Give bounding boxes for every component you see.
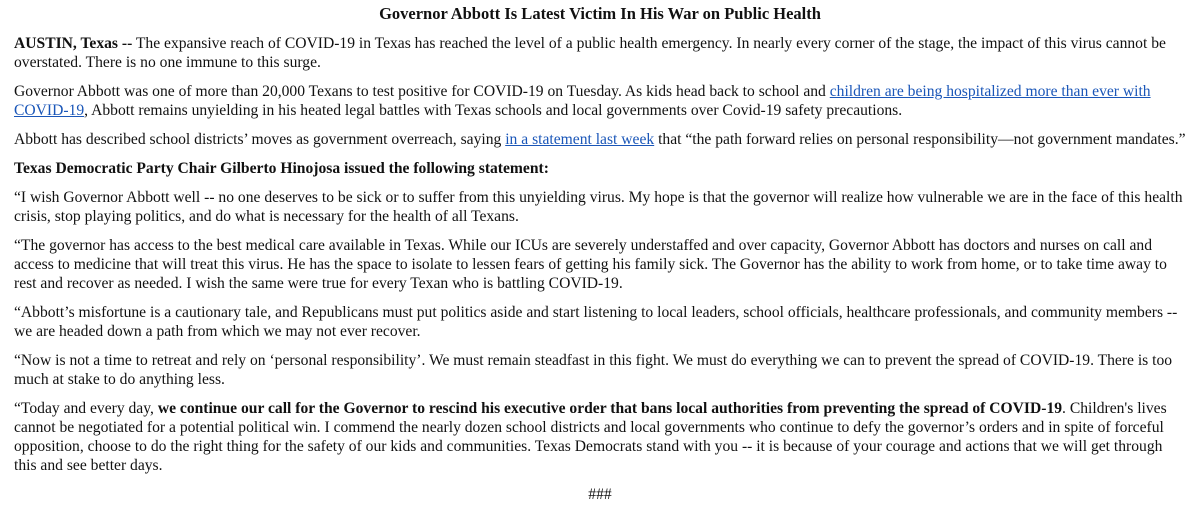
quote-paragraph-5 bbox=[14, 399, 1186, 475]
overreach-text-before: Abbott has described school districts’ moves as government overreach, saying bbox=[14, 131, 506, 148]
positive-test-text-before: Governor Abbott was one of more than 20,000 Texans to test positive for COVID-19 on Tuesday. As kids head back to school and bbox=[14, 83, 830, 100]
intro-paragraph bbox=[14, 34, 1186, 72]
intro-text: The expansive reach of COVID-19 in Texas has reached the level of a public health emergency. In nearly every corner of the stage, the impact of this virus cannot be overstated. There is no one immune to this surge. bbox=[14, 35, 1166, 71]
positive-test-text-after: , Abbott remains unyielding in his heated legal battles with Texas schools and local governments over Covid-19 safety precautions. bbox=[84, 102, 903, 119]
positive-test-paragraph bbox=[14, 82, 1186, 120]
overreach-text-after: that “the path forward relies on personal responsibility—not government mandates.” bbox=[654, 131, 1186, 148]
statement-heading: Texas Democratic Party Chair Gilberto Hinojosa issued the following statement: bbox=[14, 160, 549, 177]
quote-paragraph-3: “Abbott’s misfortune is a cautionary tale, and Republicans must put politics aside and start listening to local leaders, school officials, healthcare professionals, and community members -- we are headed down a path from which we may not ever recover. bbox=[14, 304, 1178, 340]
dateline: AUSTIN, Texas -- bbox=[14, 35, 133, 52]
headline: Governor Abbott Is Latest Victim In His War on Public Health bbox=[379, 4, 821, 23]
overreach-paragraph bbox=[14, 130, 1186, 149]
quote-paragraph-4: “Now is not a time to retreat and rely on ‘personal responsibility’. We must remain steadfast in this fight. We must do everything we can to prevent the spread of COVID-19. There is too much at stake to do anything less. bbox=[14, 352, 1173, 388]
quote-5-text-after: . Children's lives cannot be negotiated for a potential political win. I commend the nearly dozen school districts and local governments who continue to defy the governor’s orders and in spite of forceful opposition, choose to do the right thing for the safety of our kids and communities. Texas Democrats stand with you -- it is because of your courage and actions that we will get through this and see better days. bbox=[14, 400, 1167, 474]
quote-5-text-before: “Today and every day, bbox=[14, 400, 158, 417]
statement-last-week-link[interactable]: in a statement last week bbox=[505, 131, 655, 148]
quote-paragraph-1: “I wish Governor Abbott well -- no one deserves to be sick or to suffer from this unyielding virus. My hope is that the governor will realize how vulnerable we are in the face of this health crisis, stop playing politics, and do what is necessary for the health of all Texans. bbox=[14, 189, 1183, 225]
end-mark: ### bbox=[588, 486, 612, 503]
hospitalized-children-link[interactable]: children are being hospitalized more than ever with COVID-19 bbox=[14, 83, 1151, 119]
quote-paragraph-2: “The governor has access to the best medical care available in Texas. While our ICUs are severely understaffed and over capacity, Governor Abbott has doctors and nurses on call and access to medicine that will treat this virus. He has the space to isolate to lessen fears of getting his family sick. The Governor has the ability to work from home, or to take time away to rest and recover as needed. I wish the same were true for every Texan who is battling COVID-19. bbox=[14, 237, 1167, 292]
quote-5-bold-call: we continue our call for the Governor to rescind his executive order that bans local authorities from preventing the spread of COVID-19 bbox=[157, 400, 1063, 417]
